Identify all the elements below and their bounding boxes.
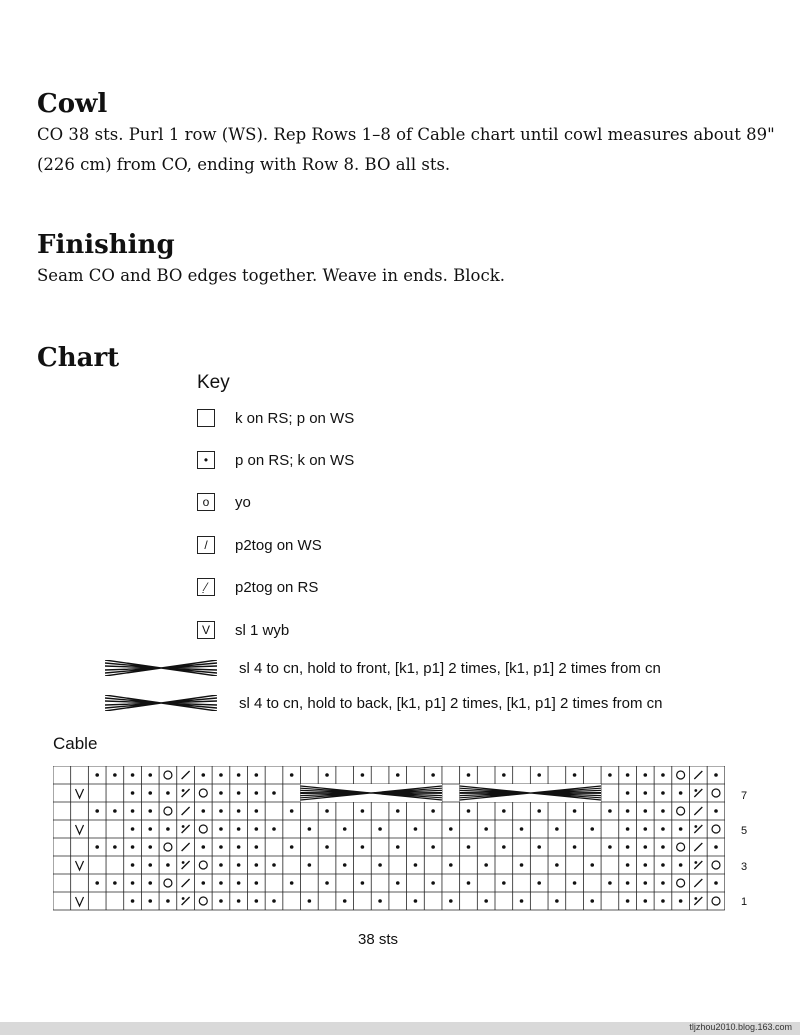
yo-mark — [199, 897, 207, 905]
purl-dot — [219, 809, 223, 813]
p2tog-ws-mark — [694, 771, 702, 779]
p2tog-ws-mark — [182, 843, 190, 851]
purl-dot — [201, 809, 205, 813]
purl-dot — [219, 899, 223, 903]
purl-dot — [237, 827, 241, 831]
purl-dot — [378, 827, 382, 831]
purl-dot — [643, 827, 647, 831]
purl-dot — [148, 899, 152, 903]
purl-dot — [626, 773, 630, 777]
yo-mark — [712, 897, 720, 905]
p2tog-rs-mark — [182, 825, 190, 833]
purl-dot — [679, 791, 683, 795]
purl-dot — [502, 809, 506, 813]
purl-dot — [431, 845, 435, 849]
purl-dot — [679, 899, 683, 903]
purl-dot — [131, 773, 135, 777]
purl-dot — [502, 773, 506, 777]
purl-dot — [573, 809, 577, 813]
purl-dot — [219, 773, 223, 777]
p2tog-rs-mark — [182, 789, 190, 797]
purl-dot — [608, 845, 612, 849]
purl-dot — [520, 827, 524, 831]
purl-dot — [484, 827, 488, 831]
purl-dot — [626, 881, 630, 885]
purl-dot — [148, 845, 152, 849]
purl-dot — [378, 863, 382, 867]
purl-dot — [484, 863, 488, 867]
purl-dot — [95, 809, 99, 813]
purl-dot — [502, 845, 506, 849]
purl-dot — [378, 899, 382, 903]
purl-dot — [219, 863, 223, 867]
cable-chart-title: Cable — [53, 734, 98, 753]
purl-dot — [643, 809, 647, 813]
cable-key-item — [105, 659, 661, 677]
key-title: Key — [197, 372, 230, 393]
purl-dot — [272, 863, 276, 867]
yo-mark — [712, 789, 720, 797]
yo-mark — [164, 771, 172, 779]
purl-dot — [449, 827, 453, 831]
purl-dot — [643, 899, 647, 903]
purl-dot — [219, 881, 223, 885]
p2tog-ws-mark — [694, 843, 702, 851]
purl-dot — [343, 899, 347, 903]
purl-dot — [131, 863, 135, 867]
footer-bar — [0, 1022, 800, 1035]
yo-mark — [164, 843, 172, 851]
purl-dot — [113, 845, 117, 849]
purl-dot — [290, 773, 294, 777]
purl-dot — [608, 809, 612, 813]
purl-dot — [113, 881, 117, 885]
purl-dot — [431, 881, 435, 885]
slip-mark — [76, 897, 84, 906]
purl-dot — [431, 809, 435, 813]
cable-key-label: sl 4 to cn, hold to back, [k1, p1] 2 times, [k1, p1] 2 times from cn — [239, 694, 663, 712]
p2tog-ws-mark — [182, 807, 190, 815]
purl-dot — [396, 881, 400, 885]
purl-dot — [290, 845, 294, 849]
purl-dot — [237, 899, 241, 903]
purl-dot — [396, 845, 400, 849]
purl-dot — [573, 773, 577, 777]
purl-dot — [573, 845, 577, 849]
purl-dot — [537, 881, 541, 885]
purl-dot — [590, 863, 594, 867]
purl-dot — [148, 881, 152, 885]
purl-dot — [714, 845, 718, 849]
purl-dot — [520, 899, 524, 903]
purl-dot — [626, 863, 630, 867]
purl-dot — [661, 845, 665, 849]
purl-dot — [661, 863, 665, 867]
purl-dot — [343, 863, 347, 867]
purl-dot — [148, 809, 152, 813]
purl-dot — [255, 791, 259, 795]
yo-mark — [164, 807, 172, 815]
purl-dot — [237, 809, 241, 813]
key-label: p2tog on RS — [235, 578, 319, 596]
yo-mark — [199, 861, 207, 869]
key-label: yo — [235, 493, 251, 511]
purl-dot — [555, 899, 559, 903]
purl-dot — [626, 809, 630, 813]
p2tog-rs-mark — [182, 861, 190, 869]
purl-dot — [219, 845, 223, 849]
cowl-heading: Cowl — [37, 89, 108, 119]
row-number: 1 — [741, 896, 748, 908]
cable-key-item — [105, 694, 663, 712]
chart-heading: Chart — [37, 343, 120, 373]
key-symbol-icon: o — [197, 493, 215, 511]
purl-dot — [201, 845, 205, 849]
purl-dot — [555, 863, 559, 867]
purl-dot — [520, 863, 524, 867]
purl-dot — [643, 845, 647, 849]
purl-dot — [131, 809, 135, 813]
purl-dot — [113, 773, 117, 777]
purl-dot — [166, 827, 170, 831]
purl-dot — [308, 899, 312, 903]
purl-dot — [361, 881, 365, 885]
purl-dot — [626, 845, 630, 849]
purl-dot — [467, 881, 471, 885]
slip-mark — [76, 789, 84, 798]
p2tog-rs-mark — [694, 861, 702, 869]
watermark: tljzhou2010.blog.163.com — [689, 1022, 792, 1032]
p2tog-ws-mark — [694, 879, 702, 887]
purl-dot — [661, 827, 665, 831]
purl-dot — [201, 773, 205, 777]
p2tog-rs-mark — [182, 897, 190, 905]
purl-dot — [272, 899, 276, 903]
key-item — [197, 491, 251, 513]
purl-dot — [502, 881, 506, 885]
purl-dot — [255, 809, 259, 813]
purl-dot — [95, 773, 99, 777]
yo-mark — [199, 825, 207, 833]
key-label: p on RS; k on WS — [235, 451, 355, 469]
purl-dot — [308, 863, 312, 867]
cable-cross-icon — [105, 660, 217, 676]
purl-dot — [272, 827, 276, 831]
purl-dot — [608, 881, 612, 885]
purl-dot — [626, 827, 630, 831]
key-symbol-icon: / — [197, 536, 215, 554]
purl-dot — [131, 899, 135, 903]
key-symbol-icon: • — [197, 451, 215, 469]
p2tog-rs-mark — [694, 789, 702, 797]
purl-dot — [361, 845, 365, 849]
purl-dot — [537, 845, 541, 849]
key-item — [197, 449, 354, 471]
purl-dot — [414, 899, 418, 903]
purl-dot — [290, 881, 294, 885]
purl-dot — [361, 773, 365, 777]
purl-dot — [396, 773, 400, 777]
purl-dot — [643, 791, 647, 795]
purl-dot — [590, 827, 594, 831]
yo-mark — [712, 861, 720, 869]
key-item — [197, 619, 289, 641]
purl-dot — [255, 773, 259, 777]
key-label: sl 1 wyb — [235, 621, 290, 639]
row-number: 5 — [741, 825, 748, 837]
cable-key-label: sl 4 to cn, hold to front, [k1, p1] 2 times, [k1, p1] 2 times from cn — [239, 659, 661, 677]
purl-dot — [255, 827, 259, 831]
purl-dot — [414, 863, 418, 867]
purl-dot — [679, 863, 683, 867]
purl-dot — [396, 809, 400, 813]
purl-dot — [679, 827, 683, 831]
purl-dot — [467, 773, 471, 777]
purl-dot — [148, 863, 152, 867]
purl-dot — [148, 827, 152, 831]
purl-dot — [237, 845, 241, 849]
purl-dot — [95, 845, 99, 849]
cowl-instructions: CO 38 sts. Purl 1 row (WS). Rep Rows 1–8 of Cable chart until cowl measures about 89" (226 cm) from CO, ending with Row 8. BO all sts. — [37, 125, 775, 174]
purl-dot — [467, 809, 471, 813]
purl-dot — [148, 791, 152, 795]
purl-dot — [325, 773, 329, 777]
purl-dot — [166, 899, 170, 903]
purl-dot — [325, 845, 329, 849]
purl-dot — [661, 773, 665, 777]
purl-dot — [414, 827, 418, 831]
purl-dot — [166, 863, 170, 867]
purl-dot — [714, 773, 718, 777]
purl-dot — [643, 881, 647, 885]
purl-dot — [626, 899, 630, 903]
purl-dot — [148, 773, 152, 777]
purl-dot — [131, 827, 135, 831]
yo-mark — [677, 771, 685, 779]
p2tog-ws-mark — [182, 771, 190, 779]
purl-dot — [467, 845, 471, 849]
purl-dot — [590, 899, 594, 903]
purl-dot — [555, 827, 559, 831]
p2tog-ws-mark — [182, 879, 190, 887]
purl-dot — [237, 773, 241, 777]
purl-dot — [537, 773, 541, 777]
purl-dot — [113, 809, 117, 813]
purl-dot — [219, 791, 223, 795]
purl-dot — [237, 881, 241, 885]
purl-dot — [131, 845, 135, 849]
yo-mark — [199, 789, 207, 797]
purl-dot — [714, 881, 718, 885]
key-item — [197, 407, 354, 429]
purl-dot — [272, 791, 276, 795]
purl-dot — [255, 881, 259, 885]
row-number: 3 — [741, 861, 748, 873]
key-symbol-icon — [197, 409, 215, 427]
purl-dot — [131, 791, 135, 795]
purl-dot — [308, 827, 312, 831]
purl-dot — [361, 809, 365, 813]
purl-dot — [643, 773, 647, 777]
key-symbol-icon: ⁄̣ — [197, 578, 215, 596]
key-label: p2tog on WS — [235, 536, 322, 554]
purl-dot — [325, 809, 329, 813]
purl-dot — [166, 791, 170, 795]
stitch-count-label: 38 sts — [358, 931, 399, 948]
key-label: k on RS; p on WS — [235, 409, 355, 427]
purl-dot — [626, 791, 630, 795]
p2tog-rs-mark — [694, 825, 702, 833]
purl-dot — [95, 881, 99, 885]
purl-dot — [343, 827, 347, 831]
purl-dot — [661, 881, 665, 885]
yo-mark — [712, 825, 720, 833]
purl-dot — [325, 881, 329, 885]
purl-dot — [449, 899, 453, 903]
purl-dot — [661, 791, 665, 795]
yo-mark — [677, 879, 685, 887]
yo-mark — [677, 843, 685, 851]
purl-dot — [237, 791, 241, 795]
purl-dot — [131, 881, 135, 885]
purl-dot — [573, 881, 577, 885]
slip-mark — [76, 861, 84, 870]
purl-dot — [661, 809, 665, 813]
finishing-instructions: Seam CO and BO edges together. Weave in ends. Block. — [37, 266, 505, 285]
finishing-heading: Finishing — [37, 230, 175, 260]
purl-dot — [255, 845, 259, 849]
purl-dot — [714, 809, 718, 813]
purl-dot — [661, 899, 665, 903]
purl-dot — [237, 863, 241, 867]
purl-dot — [449, 863, 453, 867]
purl-dot — [608, 773, 612, 777]
yo-mark — [677, 807, 685, 815]
cable-chart — [53, 766, 725, 912]
cable-cross-icon — [105, 695, 217, 711]
purl-dot — [290, 809, 294, 813]
key-symbol-icon: V — [197, 621, 215, 639]
p2tog-rs-mark — [694, 897, 702, 905]
purl-dot — [201, 881, 205, 885]
purl-dot — [255, 863, 259, 867]
yo-mark — [164, 879, 172, 887]
slip-mark — [76, 825, 84, 834]
purl-dot — [255, 899, 259, 903]
purl-dot — [431, 773, 435, 777]
key-item — [197, 576, 318, 598]
purl-dot — [537, 809, 541, 813]
p2tog-ws-mark — [694, 807, 702, 815]
purl-dot — [219, 827, 223, 831]
key-item — [197, 534, 322, 556]
purl-dot — [643, 863, 647, 867]
row-number: 7 — [741, 790, 748, 802]
purl-dot — [484, 899, 488, 903]
